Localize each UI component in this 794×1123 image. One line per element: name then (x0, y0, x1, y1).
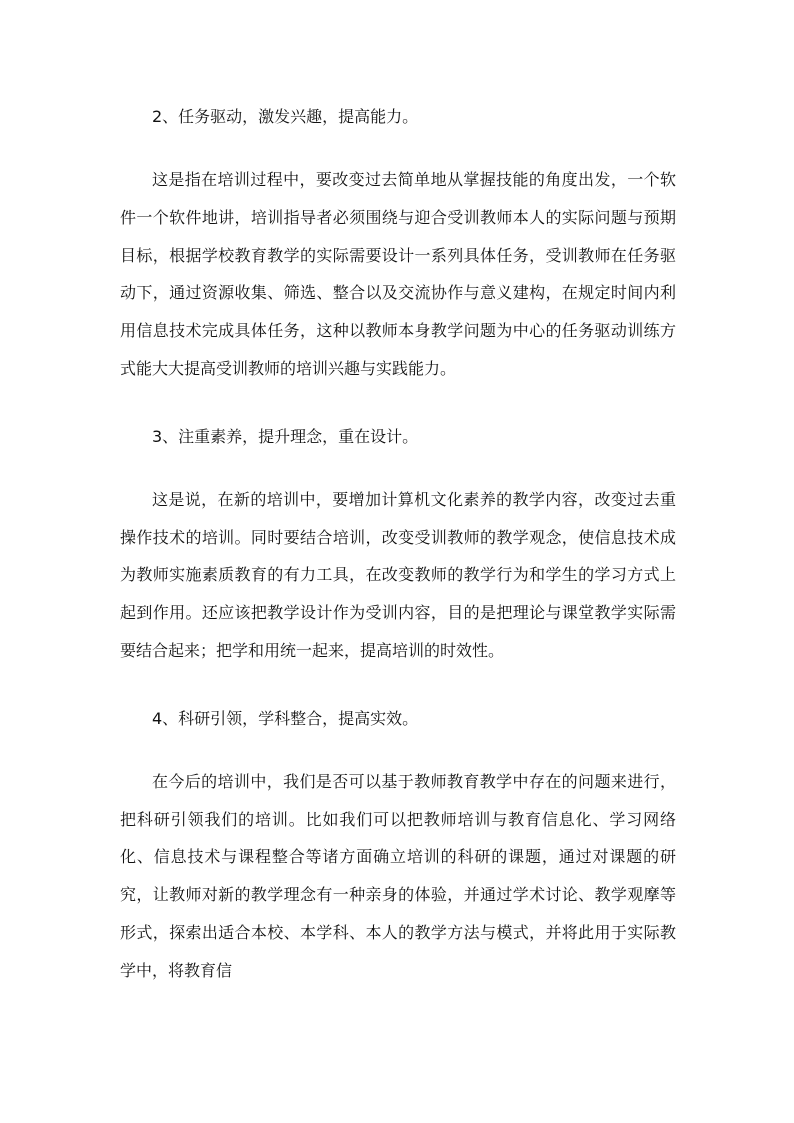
spacer (120, 135, 676, 161)
spacer (120, 670, 676, 700)
section-heading: 3、注重素养，提升理念，重在设计。 (152, 426, 419, 446)
section-heading: 4、科研引领，学科整合，提高实效。 (152, 708, 419, 728)
document-page (120, 98, 676, 990)
section-paragraph: 这是说，在新的培训中，要增加计算机文化素养的教学内容，改变过去重操作技术的培训。同时要结合培训，改变受训教师的教学观念，使信息技术成为教师实施素质教育的有力工具，在改变教师的教学行为和学生的学习方式上起到作用。还应该把教学设计作为受训内容，目的是把理论与课堂教学实际需要结合起来；把学和用统一起来，提高培训的时效性。 (120, 489, 676, 660)
section-paragraph: 在今后的培训中，我们是否可以基于教师教育教学中存在的问题来进行，把科研引领我们的培训。比如我们可以把教师培训与教育信息化、学习网络化、信息技术与课程整合等诸方面确立培训的科研的课题，通过对课题的研究，让教师对新的教学理念有一种亲身的体验，并通过学术讨论、教学观摩等形式，探索出适合本校、本学科、本人的教学方法与模式，并将此用于实际教学中，将教育信 (120, 771, 676, 980)
section-paragraph: 这是指在培训过程中，要改变过去简单地从掌握技能的角度出发，一个软件一个软件地讲，培训指导者必须围绕与迎合受训教师本人的实际问题与预期目标，根据学校教育教学的实际需要设计一系列具体任务，受训教师在任务驱动下，通过资源收集、筛选、整合以及交流协作与意义建构，在规定时间内利用信息技术完成具体任务，这种以教师本身教学问题为中心的任务驱动训练方式能大大提高受训教师的培训兴趣与实践能力。 (120, 170, 676, 378)
spacer (120, 388, 676, 418)
section-heading: 2、任务驱动，激发兴趣，提高能力。 (152, 107, 419, 126)
spacer (120, 455, 676, 481)
spacer (120, 737, 676, 763)
